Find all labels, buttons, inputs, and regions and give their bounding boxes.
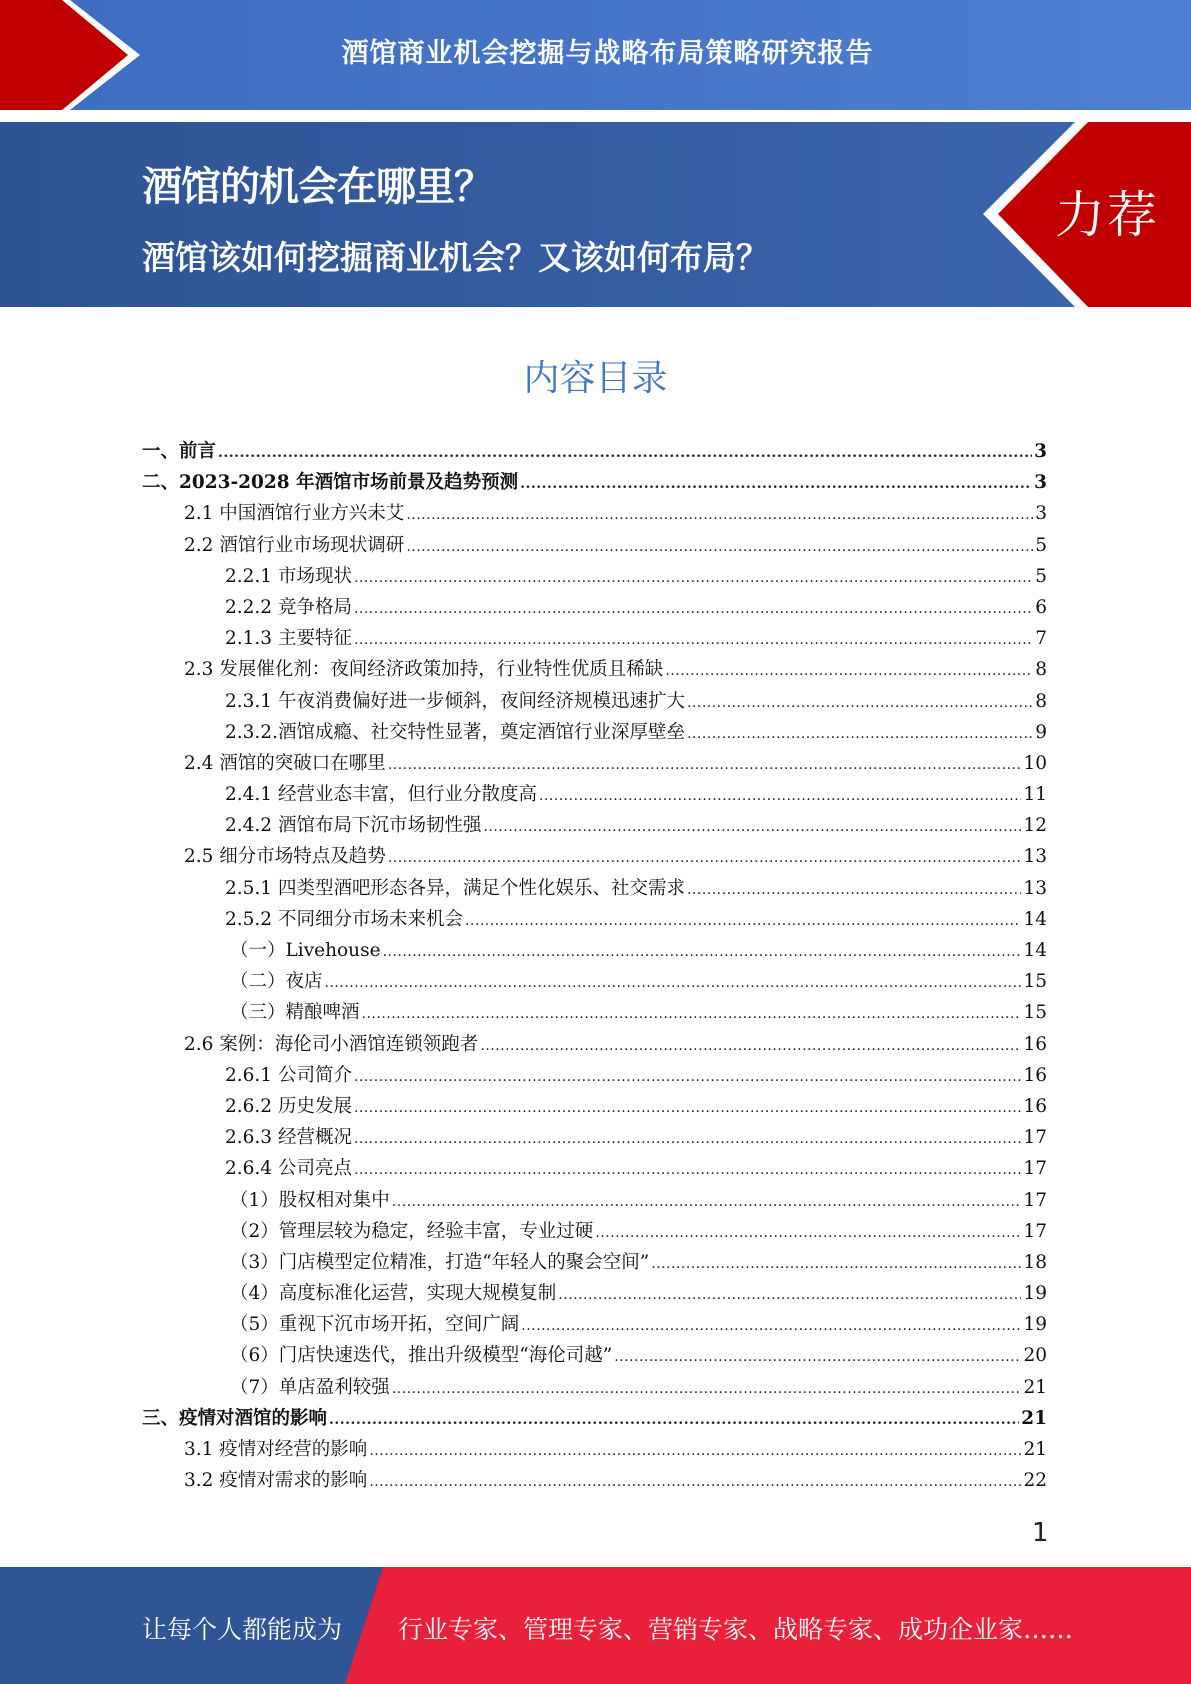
toc-entry-page: 13 <box>1023 846 1047 868</box>
toc-entry-page: 15 <box>1023 971 1047 993</box>
toc-entry-page: 21 <box>1023 1376 1047 1398</box>
toc-entry-label: 2.6.3 经营概况 <box>225 1127 352 1149</box>
toc-leader-dots <box>354 563 1033 594</box>
toc-entry-label: 3.2 疫情对需求的影响 <box>184 1470 368 1492</box>
toc-leader-dots <box>539 781 1021 812</box>
toc-entry-label: 2.1 中国酒馆行业方兴未艾 <box>184 503 405 525</box>
toc-leader-dots <box>687 875 1021 906</box>
toc-leader-dots <box>595 1218 1021 1249</box>
toc-leader-dots <box>354 1093 1022 1124</box>
toc-entry[interactable] <box>142 1247 1047 1278</box>
toc-entry-label: 2.5.1 四类型酒吧形态各异，满足个性化娱乐、社交需求 <box>225 877 685 899</box>
toc-entry-page: 14 <box>1023 940 1047 961</box>
toc-entry[interactable] <box>142 997 1047 1028</box>
toc-entry[interactable] <box>142 1372 1047 1403</box>
toc-leader-dots <box>687 688 1033 719</box>
toc-entry-label: （6）门店快速迭代，推出升级模型“海伦司越” <box>230 1345 613 1367</box>
toc-entry[interactable] <box>142 873 1047 904</box>
toc-entry[interactable] <box>142 966 1047 997</box>
toc-leader-dots <box>483 812 1021 843</box>
toc-entry[interactable] <box>142 467 1047 498</box>
toc-entry[interactable] <box>142 810 1047 841</box>
toc-entry-page: 8 <box>1035 690 1047 712</box>
toc-entry-page: 13 <box>1023 877 1047 899</box>
toc-entry[interactable] <box>142 1403 1047 1434</box>
hero-question-1: 酒馆的机会在哪里？ <box>142 164 493 210</box>
toc-entry-page: 6 <box>1035 596 1047 618</box>
toc-leader-dots <box>558 1280 1021 1311</box>
toc-entry-label: （7）单店盈利较强 <box>230 1376 390 1398</box>
toc-entry-label: 2.4.1 经营业态丰富，但行业分散度高 <box>225 784 537 806</box>
toc-entry-page: 3 <box>1035 503 1047 525</box>
toc-entry[interactable] <box>142 1278 1047 1309</box>
toc-leader-dots <box>614 1342 1021 1373</box>
toc-entry[interactable] <box>142 592 1047 623</box>
toc-leader-dots <box>480 1031 1021 1062</box>
toc-leader-dots <box>392 1187 1022 1218</box>
toc-entry[interactable] <box>142 498 1047 529</box>
toc-entry-label: 2.2.1 市场现状 <box>225 565 352 587</box>
toc-entry[interactable] <box>142 686 1047 717</box>
toc-leader-dots <box>520 469 1032 500</box>
toc-entry-page: 21 <box>1021 1407 1047 1429</box>
toc-entry[interactable] <box>142 1309 1047 1340</box>
toc-entry-label: 2.5.2 不同细分市场未来机会 <box>225 908 463 930</box>
toc-entry-label: 2.5 细分市场特点及趋势 <box>184 846 386 868</box>
toc-entry-label: 2.2 酒馆行业市场现状调研 <box>184 534 405 556</box>
toc-entry-label: 2.1.3 主要特征 <box>225 628 352 650</box>
hero-question-2: 酒馆该如何挖掘商业机会？又该如何布局？ <box>142 238 769 277</box>
toc-entry-label: 2.6.1 公司简介 <box>225 1064 352 1086</box>
toc-entry[interactable] <box>142 904 1047 935</box>
toc-entry-label: 2.4.2 酒馆布局下沉市场韧性强 <box>225 815 482 837</box>
toc-leader-dots <box>388 843 1022 874</box>
hero-banner <box>0 122 1191 307</box>
toc-entry-label: 2.3.1 午夜消费偏好进一步倾斜，夜间经济规模迅速扩大 <box>225 690 685 712</box>
toc-entry-label: （二）夜店 <box>230 971 323 993</box>
toc-entry[interactable] <box>142 841 1047 872</box>
toc-leader-dots <box>354 1062 1022 1093</box>
page-number: 1 <box>1032 1518 1049 1548</box>
toc-entry-page: 3 <box>1034 441 1047 462</box>
report-title: 酒馆商业机会挖掘与战略布局策略研究报告 <box>341 37 874 69</box>
toc-entry-label: 2.2.2 竞争格局 <box>225 596 352 618</box>
toc-entry-label: 3.1 疫情对经营的影响 <box>184 1439 368 1460</box>
footer-slogan-right: 行业专家、管理专家、营销专家、战略专家、成功企业家…… <box>398 1615 1074 1644</box>
toc-leader-dots <box>388 750 1022 781</box>
toc-entry-label: 二、2023-2028 年酒馆市场前景及趋势预测 <box>142 472 519 494</box>
toc-entry[interactable] <box>142 717 1047 748</box>
toc-entry[interactable] <box>142 1216 1047 1247</box>
toc-entry-page: 9 <box>1035 721 1047 743</box>
toc-entry-label: 2.6.2 历史发展 <box>225 1095 352 1117</box>
toc-leader-dots <box>651 1249 1021 1280</box>
toc-entry-page: 22 <box>1023 1470 1047 1492</box>
toc-entry[interactable] <box>142 1029 1047 1060</box>
toc-entry-page: 10 <box>1023 752 1047 774</box>
toc-entry-page: 17 <box>1023 1158 1047 1180</box>
toc-leader-dots <box>406 532 1033 563</box>
toc-entry[interactable] <box>142 1465 1047 1496</box>
toc-entry[interactable] <box>142 1185 1047 1216</box>
toc-entry-label: （2）管理层较为稳定，经验丰富，专业过硬 <box>230 1220 594 1242</box>
toc-entry-label: 2.6.4 公司亮点 <box>225 1158 352 1180</box>
toc-entry-page: 20 <box>1023 1345 1047 1367</box>
table-of-contents <box>142 436 1047 1496</box>
toc-entry-label: 2.3.2.酒馆成瘾、社交特性显著，奠定酒馆行业深厚壁垒 <box>225 721 685 743</box>
footer-slogan-left: 让每个人都能成为 <box>142 1615 343 1644</box>
toc-entry-page: 16 <box>1023 1033 1047 1055</box>
toc-leader-dots <box>362 999 1022 1030</box>
toc-entry-label: （三）精酿啤酒 <box>230 1002 360 1024</box>
toc-entry-page: 15 <box>1023 1002 1047 1024</box>
toc-entry[interactable] <box>142 748 1047 779</box>
toc-leader-dots <box>383 937 1022 968</box>
toc-entry[interactable] <box>142 935 1047 966</box>
toc-entry[interactable] <box>142 561 1047 592</box>
toc-entry-page: 11 <box>1023 784 1047 806</box>
toc-entry-page: 18 <box>1023 1251 1047 1273</box>
toc-entry-page: 17 <box>1023 1220 1047 1242</box>
toc-leader-dots <box>354 594 1033 625</box>
toc-entry-label: （4）高度标准化运营，实现大规模复制 <box>230 1283 557 1305</box>
toc-entry[interactable] <box>142 1434 1047 1465</box>
toc-entry[interactable] <box>142 779 1047 810</box>
toc-entry-label: 2.4 酒馆的突破口在哪里 <box>184 752 386 774</box>
toc-entry-page: 12 <box>1023 815 1047 837</box>
toc-leader-dots <box>325 968 1022 999</box>
toc-entry-page: 17 <box>1023 1189 1047 1211</box>
toc-entry-label: 2.6 案例：海伦司小酒馆连锁领跑者 <box>184 1033 479 1055</box>
recommend-badge: 力荐 <box>1055 186 1159 244</box>
toc-entry-page: 16 <box>1023 1064 1047 1086</box>
toc-leader-dots <box>687 719 1033 750</box>
toc-entry-label: （5）重视下沉市场开拓，空间广阔 <box>230 1314 520 1336</box>
toc-entry-label: 2.3 发展催化剂：夜间经济政策加持，行业特性优质且稀缺 <box>184 659 664 681</box>
toc-entry[interactable] <box>142 1122 1047 1153</box>
toc-leader-dots <box>665 656 1033 687</box>
toc-entry-label: 一、前言 <box>142 441 217 462</box>
toc-entry-page: 14 <box>1023 908 1047 930</box>
toc-entry[interactable] <box>142 1091 1047 1122</box>
toc-entry-page: 5 <box>1035 565 1047 587</box>
toc-entry[interactable] <box>142 654 1047 685</box>
toc-leader-dots <box>521 1311 1021 1342</box>
toc-entry-label: 三、疫情对酒馆的影响 <box>142 1407 328 1429</box>
toc-entry-page: 17 <box>1023 1127 1047 1149</box>
toc-entry-page: 16 <box>1023 1095 1047 1117</box>
toc-entry-page: 19 <box>1023 1283 1047 1305</box>
toc-entry-label: （3）门店模型定位精准，打造“年轻人的聚会空间” <box>230 1251 650 1273</box>
toc-leader-dots <box>392 1374 1022 1405</box>
toc-leader-dots <box>218 438 1032 469</box>
toc-leader-dots <box>406 500 1033 531</box>
toc-entry[interactable] <box>142 530 1047 561</box>
toc-leader-dots <box>354 1124 1022 1155</box>
toc-leader-dots <box>369 1467 1021 1498</box>
toc-entry-page: 8 <box>1035 659 1047 681</box>
toc-leader-dots <box>354 625 1033 656</box>
toc-leader-dots <box>465 906 1021 937</box>
toc-entry[interactable] <box>142 1060 1047 1091</box>
toc-entry-label: （1）股权相对集中 <box>230 1189 390 1211</box>
toc-entry-label: （一）Livehouse <box>230 940 381 961</box>
toc-entry-page: 21 <box>1023 1439 1047 1460</box>
toc-leader-dots <box>329 1405 1019 1436</box>
toc-leader-dots <box>369 1436 1021 1467</box>
toc-leader-dots <box>354 1155 1022 1186</box>
toc-entry-page: 3 <box>1034 472 1047 494</box>
toc-title: 内容目录 <box>523 358 668 399</box>
toc-entry[interactable] <box>142 1340 1047 1371</box>
toc-entry[interactable] <box>142 436 1047 467</box>
toc-entry[interactable] <box>142 623 1047 654</box>
toc-entry-page: 5 <box>1035 534 1047 556</box>
toc-entry-page: 7 <box>1035 628 1047 650</box>
toc-entry[interactable] <box>142 1153 1047 1184</box>
toc-entry-page: 19 <box>1023 1314 1047 1336</box>
